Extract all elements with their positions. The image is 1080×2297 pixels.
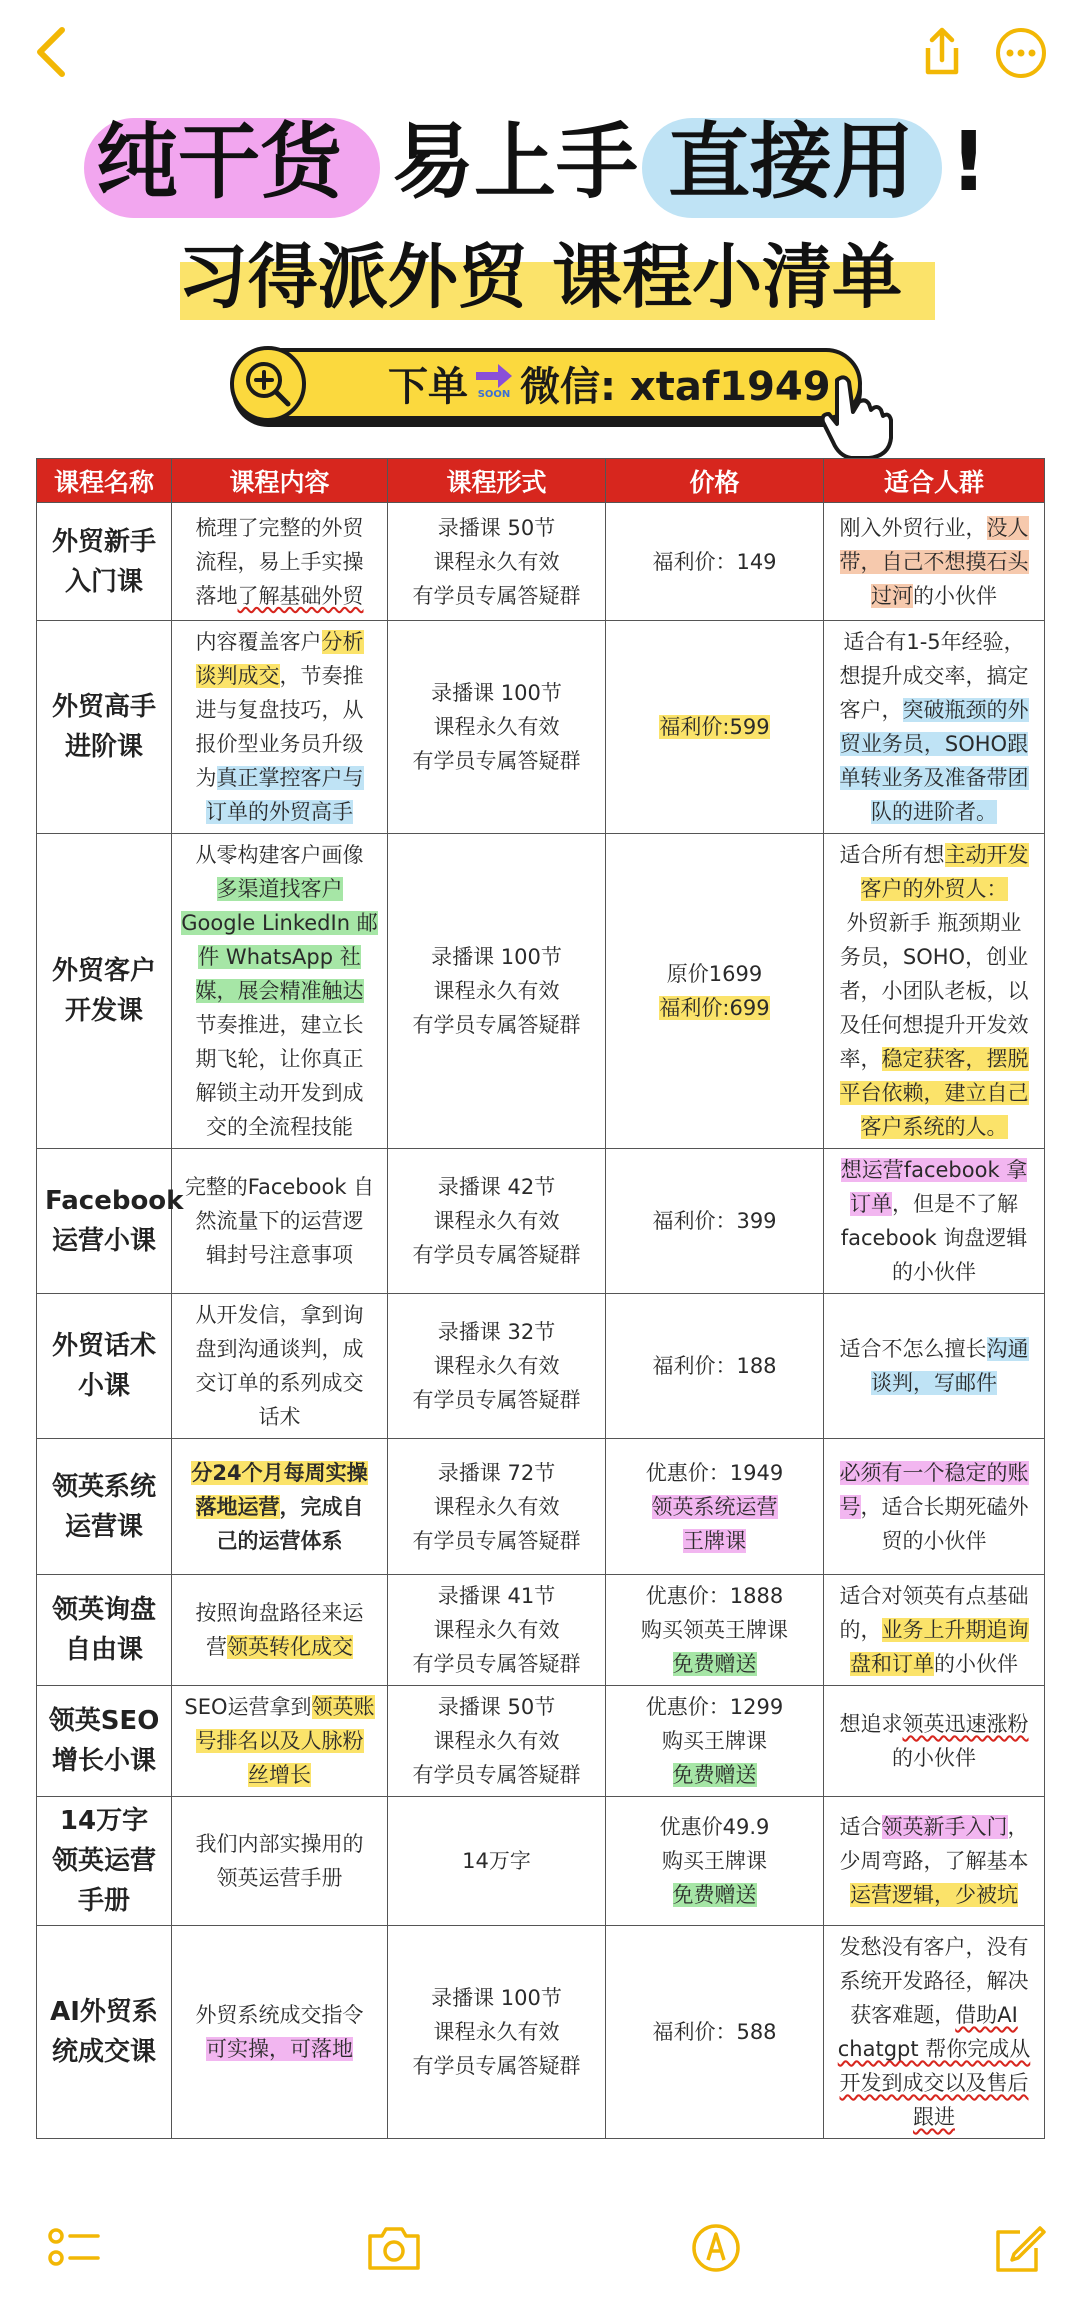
course-audience: 适合不怎么擅长沟通 谈判，写邮件 <box>824 1294 1045 1439</box>
course-name: 外贸高手 进阶课 <box>37 621 172 834</box>
course-price: 原价1699 福利价:699 <box>606 834 824 1149</box>
pen-icon <box>686 2220 746 2276</box>
course-price: 福利价：188 <box>606 1294 824 1439</box>
title-part-2: 易上手 <box>392 115 639 210</box>
title-part-3: 直接用 <box>668 115 915 210</box>
title-line-1 <box>0 108 1080 218</box>
course-content: 外贸系统成交指令 可实操，可落地 <box>172 1926 388 2139</box>
course-name: 外贸话术 小课 <box>37 1294 172 1439</box>
top-bar <box>0 0 1080 110</box>
course-format: 录播课 72节 课程永久有效 有学员专属答疑群 <box>388 1439 606 1575</box>
course-name: 领英系统 运营课 <box>37 1439 172 1575</box>
checklist-button[interactable] <box>44 2220 104 2276</box>
course-content: 分24个月每周实操 落地运营，完成自 己的运营体系 <box>172 1439 388 1575</box>
course-content: SEO运营拿到领英账 号排名以及人脉粉 丝增长 <box>172 1686 388 1797</box>
course-content: 从零构建客户画像 多渠道找客户 Google LinkedIn 邮 件 WhatsApp 社 媒，展会精准触达 节奏推进，建立长 期飞轮，让你真正 解锁主动开发到成 交的全流程技能 <box>172 834 388 1149</box>
back-button[interactable] <box>28 22 76 82</box>
course-format: 14万字 <box>388 1797 606 1926</box>
wechat-id: 微信: xtaf1949 <box>520 364 831 410</box>
course-price: 优惠价：1949 领英系统运营 王牌课 <box>606 1439 824 1575</box>
table-row <box>37 1797 1045 1926</box>
title-part-1: 纯干货 <box>96 115 343 210</box>
course-audience: 发愁没有客户，没有 系统开发路径，解决 获客难题，借助AI chatgpt 帮你完成从 开发到成交以及售后 跟进 <box>824 1926 1045 2139</box>
course-price: 福利价：399 <box>606 1149 824 1294</box>
more-button[interactable] <box>994 26 1048 80</box>
order-label: 下单 <box>388 364 468 410</box>
course-price: 福利价：149 <box>606 503 824 621</box>
table-row <box>37 1294 1045 1439</box>
course-format: 录播课 100节 课程永久有效 有学员专属答疑群 <box>388 621 606 834</box>
bottom-toolbar <box>0 2200 1080 2297</box>
soon-badge: SOON <box>477 389 511 398</box>
course-format: 录播课 100节 课程永久有效 有学员专属答疑群 <box>388 834 606 1149</box>
table-row <box>37 1149 1045 1294</box>
course-name: Facebook 运营小课 <box>37 1149 172 1294</box>
camera-button[interactable] <box>364 2220 424 2276</box>
course-audience: 必须有一个稳定的账 号，适合长期死磕外 贸的小伙伴 <box>824 1439 1045 1575</box>
course-name: 外贸新手 入门课 <box>37 503 172 621</box>
course-audience: 适合所有想主动开发 客户的外贸人： 外贸新手 瓶颈期业 务员，SOHO，创业 者，小团队老板，以 及任何想提升开发效 率，稳定获客，摆脱 平台依赖，建立自己 客户系统的人。 <box>824 834 1045 1149</box>
course-price: 优惠价：1299 购买王牌课 免费赠送 <box>606 1686 824 1797</box>
course-audience: 适合领英新手入门， 少周弯路，了解基本 运营逻辑，少被坑 <box>824 1797 1045 1926</box>
course-content: 从开发信，拿到询 盘到沟通谈判，成 交订单的系列成交 话术 <box>172 1294 388 1439</box>
course-content: 内容覆盖客户分析 谈判成交，节奏推 进与复盘技巧，从 报价型业务员升级 为真正掌控客户与 订单的外贸高手 <box>172 621 388 834</box>
table-row <box>37 1926 1045 2139</box>
course-content: 我们内部实操用的 领英运营手册 <box>172 1797 388 1926</box>
course-price: 福利价:599 <box>606 621 824 834</box>
course-format: 录播课 50节 课程永久有效 有学员专属答疑群 <box>388 1686 606 1797</box>
course-name: 领英SEO 增长小课 <box>37 1686 172 1797</box>
search-plus-icon <box>230 346 306 422</box>
header-price: 价格 <box>606 459 824 503</box>
course-format: 录播课 100节 课程永久有效 有学员专属答疑群 <box>388 1926 606 2139</box>
course-name: AI外贸系 统成交课 <box>37 1926 172 2139</box>
more-dots-icon <box>994 26 1048 80</box>
course-audience: 适合对领英有点基础 的，业务上升期追询 盘和订单的小伙伴 <box>824 1575 1045 1686</box>
pointing-hand-icon <box>815 372 895 462</box>
course-name: 领英询盘 自由课 <box>37 1575 172 1686</box>
table-row <box>37 1575 1045 1686</box>
course-audience: 想追求领英迅速涨粉 的小伙伴 <box>824 1686 1045 1797</box>
table-row <box>37 503 1045 621</box>
table-row <box>37 834 1045 1149</box>
course-price: 优惠价：1888 购买领英王牌课 免费赠送 <box>606 1575 824 1686</box>
course-table <box>36 458 1045 2139</box>
header-course-content: 课程内容 <box>172 459 388 503</box>
course-format: 录播课 50节 课程永久有效 有学员专属答疑群 <box>388 503 606 621</box>
course-format: 录播课 41节 课程永久有效 有学员专属答疑群 <box>388 1575 606 1686</box>
course-name: 外贸客户 开发课 <box>37 834 172 1149</box>
header-course-format: 课程形式 <box>388 459 606 503</box>
checklist-icon <box>44 2220 104 2276</box>
course-content: 按照询盘路径来运 营领英转化成交 <box>172 1575 388 1686</box>
compose-button[interactable] <box>990 2220 1050 2276</box>
course-audience: 刚入外贸行业，没人 带，自己不想摸石头 过河的小伙伴 <box>824 503 1045 621</box>
course-format: 录播课 42节 课程永久有效 有学员专属答疑群 <box>388 1149 606 1294</box>
chevron-left-icon <box>28 22 76 82</box>
subtitle: 习得派外贸 课程小清单 <box>177 236 903 318</box>
compose-icon <box>990 2220 1050 2276</box>
table-row <box>37 1686 1045 1797</box>
markup-button[interactable] <box>686 2220 746 2276</box>
share-icon <box>918 26 966 78</box>
arrow-soon-icon <box>472 352 516 418</box>
share-button[interactable] <box>918 26 966 78</box>
course-audience: 适合有1-5年经验， 想提升成交率，搞定 客户，突破瓶颈的外 贸业务员，SOHO跟 单转业务及准备带团 队的进阶者。 <box>824 621 1045 834</box>
course-content: 完整的Facebook 自 然流量下的运营逻 辑封号注意事项 <box>172 1149 388 1294</box>
course-price: 福利价：588 <box>606 1926 824 2139</box>
course-format: 录播课 32节 课程永久有效 有学员专属答疑群 <box>388 1294 606 1439</box>
table-row <box>37 621 1045 834</box>
course-name: 14万字 领英运营 手册 <box>37 1797 172 1926</box>
contact-text <box>388 354 831 420</box>
table-row <box>37 1439 1045 1575</box>
table-header-row <box>37 459 1045 503</box>
camera-icon <box>364 2220 424 2276</box>
course-content: 梳理了完整的外贸 流程，易上手实操 落地了解基础外贸 <box>172 503 388 621</box>
course-price: 优惠价49.9 购买王牌课 免费赠送 <box>606 1797 824 1926</box>
title-exclamation: ! <box>950 115 988 210</box>
header-course-name: 课程名称 <box>37 459 172 503</box>
header-audience: 适合人群 <box>824 459 1045 503</box>
course-audience: 想运营facebook 拿 订单，但是不了解 facebook 询盘逻辑 的小伙伴 <box>824 1149 1045 1294</box>
